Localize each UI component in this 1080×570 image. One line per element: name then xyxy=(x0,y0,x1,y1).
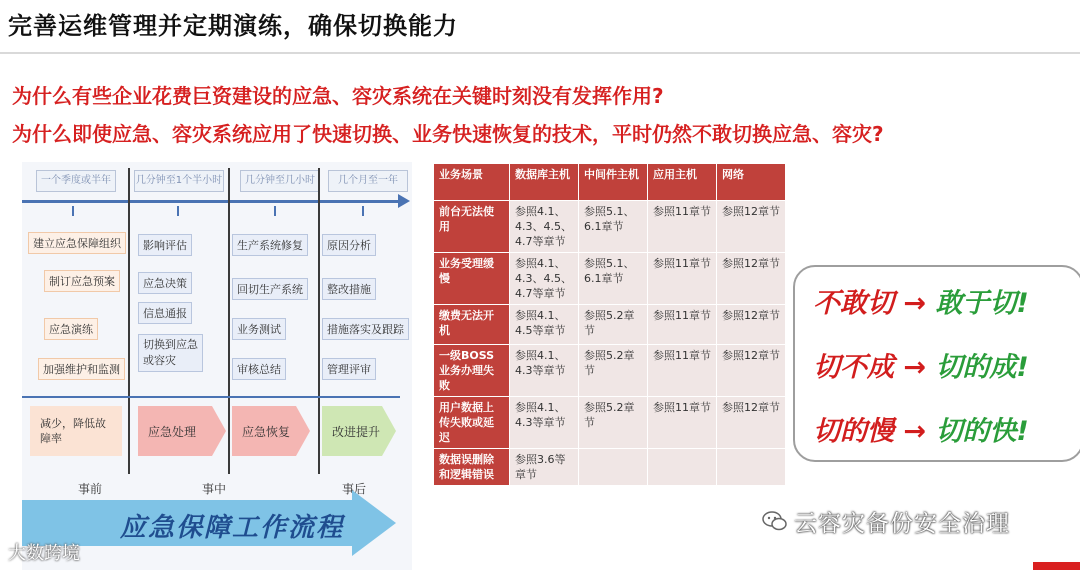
question-2: 为什么即使应急、容灾系统应用了快速切换、业务快速恢复的技术，平时仍然不敢切换应急、容灾? xyxy=(12,122,884,146)
table-cell xyxy=(717,449,786,486)
phase-label-before: 事前 xyxy=(78,482,103,496)
table-cell: 参照5.2章节 xyxy=(579,345,648,397)
phase-box-recover: 应急恢复 xyxy=(232,406,296,456)
table-row xyxy=(434,201,786,253)
phase-arrowhead xyxy=(212,406,226,456)
table-cell: 参照12章节 xyxy=(717,253,786,305)
table-cell: 参照4.1、4.3、4.5、4.7等章节 xyxy=(510,253,579,305)
corner-bar xyxy=(1033,562,1080,570)
during-item: 切换到应急 或容灾 xyxy=(138,334,203,372)
phase-box-handle: 应急处理 xyxy=(138,406,212,456)
table-cell: 参照5.1、6.1章节 xyxy=(579,201,648,253)
timeline-axis xyxy=(22,200,400,203)
table-cell: 参照12章节 xyxy=(717,397,786,449)
during-item: 信息通报 xyxy=(138,302,192,324)
table-cell: 参照11章节 xyxy=(648,397,717,449)
title-divider xyxy=(0,52,1080,54)
table-cell: 参照4.1、4.3等章节 xyxy=(510,345,579,397)
table-row xyxy=(434,449,786,486)
slogan-before: 不敢切 xyxy=(813,288,894,319)
recovery-item: 生产系统修复 xyxy=(232,234,308,256)
table-cell: 参照12章节 xyxy=(717,201,786,253)
slogan-panel xyxy=(793,265,1080,462)
table-cell: 参照4.1、4.3、4.5、4.7等章节 xyxy=(510,201,579,253)
phase-box-improve: 改进提升 xyxy=(322,406,382,456)
table-cell: 参照11章节 xyxy=(648,305,717,345)
table-cell xyxy=(579,449,648,486)
table-header-row xyxy=(434,164,786,201)
column-header: 网络 xyxy=(717,164,786,201)
timeline-tick xyxy=(274,206,276,216)
table-cell: 参照11章节 xyxy=(648,201,717,253)
table-cell: 参照3.6等章节 xyxy=(510,449,579,486)
table-cell: 参照12章节 xyxy=(717,345,786,397)
table-row xyxy=(434,345,786,397)
slogan-line-2 xyxy=(813,345,1029,384)
slogan-after: 切的快! xyxy=(935,416,1029,447)
stage-label-3: 几分钟至几小时 xyxy=(240,170,320,192)
table-cell: 参照4.1、4.5等章节 xyxy=(510,305,579,345)
table-cell: 参照4.1、4.3等章节 xyxy=(510,397,579,449)
watermark-right: 云容灾备份安全治理 xyxy=(794,511,1010,537)
post-item: 原因分析 xyxy=(322,234,376,256)
table-row xyxy=(434,397,786,449)
during-item: 影响评估 xyxy=(138,234,192,256)
timeline-arrowhead xyxy=(398,194,410,208)
slogan-after: 敢于切! xyxy=(935,288,1029,319)
scenario-cell: 缴费无法开机 xyxy=(434,305,510,345)
during-item: 应急决策 xyxy=(138,272,192,294)
watermark-left: 大数跨境 xyxy=(8,543,80,564)
pre-item: 应急演练 xyxy=(44,318,98,340)
slogan-before: 切不成 xyxy=(813,352,894,383)
column-header: 应用主机 xyxy=(648,164,717,201)
phase-separator xyxy=(128,168,130,474)
slogan-before: 切的慢 xyxy=(813,416,894,447)
recovery-item: 回切生产系统 xyxy=(232,278,308,300)
timeline-tick xyxy=(72,206,74,216)
recovery-item: 审核总结 xyxy=(232,358,286,380)
slogan-after: 切的成! xyxy=(935,352,1029,383)
phase-box-prevent: 减少，降低故 障率 xyxy=(30,406,122,456)
table-cell: 参照11章节 xyxy=(648,253,717,305)
recovery-item: 业务测试 xyxy=(232,318,286,340)
slogan-line-1 xyxy=(813,281,1029,320)
stage-label-4: 几个月至一年 xyxy=(328,170,408,192)
arrow-icon: → xyxy=(903,352,927,383)
table-cell xyxy=(648,449,717,486)
wechat-icon xyxy=(762,510,788,532)
phase-arrowhead xyxy=(296,406,310,456)
phase-arrowhead xyxy=(382,406,396,456)
pre-item: 制订应急预案 xyxy=(44,270,120,292)
timeline-tick xyxy=(177,206,179,216)
post-item: 整改措施 xyxy=(322,278,376,300)
stage-label-2: 几分钟至1个半小时 xyxy=(134,170,224,192)
post-item: 管理评审 xyxy=(322,358,376,380)
flow-label: 应急保障工作流程 xyxy=(120,513,345,543)
phase-label-after: 事后 xyxy=(342,482,367,496)
table-row xyxy=(434,305,786,345)
phase-separator xyxy=(228,168,230,474)
pre-item: 建立应急保障组织 xyxy=(28,232,126,254)
phase-separator xyxy=(318,168,320,474)
column-header: 业务场景 xyxy=(434,164,510,201)
question-1: 为什么有些企业花费巨资建设的应急、容灾系统在关键时刻没有发挥作用? xyxy=(12,84,664,108)
phase-label-during: 事中 xyxy=(202,482,227,496)
arrow-icon: → xyxy=(903,288,927,319)
timeline-tick xyxy=(362,206,364,216)
column-header: 数据库主机 xyxy=(510,164,579,201)
pre-item: 加强维护和监测 xyxy=(38,358,125,380)
table-row xyxy=(434,253,786,305)
scenario-table xyxy=(433,163,786,486)
table-cell: 参照12章节 xyxy=(717,305,786,345)
table-cell: 参照5.1、6.1章节 xyxy=(579,253,648,305)
arrow-icon: → xyxy=(903,416,927,447)
flow-arrowhead xyxy=(352,490,396,556)
stage-label-1: 一个季度或半年 xyxy=(36,170,116,192)
post-item: 措施落实及跟踪 xyxy=(322,318,409,340)
table-cell: 参照5.2章节 xyxy=(579,397,648,449)
scenario-cell: 业务受理缓慢 xyxy=(434,253,510,305)
scenario-cell: 一级BOSS业务办理失败 xyxy=(434,345,510,397)
table-cell: 参照5.2章节 xyxy=(579,305,648,345)
scenario-cell: 数据误删除和逻辑错误 xyxy=(434,449,510,486)
divider-line xyxy=(22,396,400,398)
slogan-line-3 xyxy=(813,409,1029,448)
column-header: 中间件主机 xyxy=(579,164,648,201)
page-title: 完善运维管理并定期演练，确保切换能力 xyxy=(8,12,458,40)
scenario-cell: 用户数据上传失败或延迟 xyxy=(434,397,510,449)
table-cell: 参照11章节 xyxy=(648,345,717,397)
scenario-cell: 前台无法使用 xyxy=(434,201,510,253)
